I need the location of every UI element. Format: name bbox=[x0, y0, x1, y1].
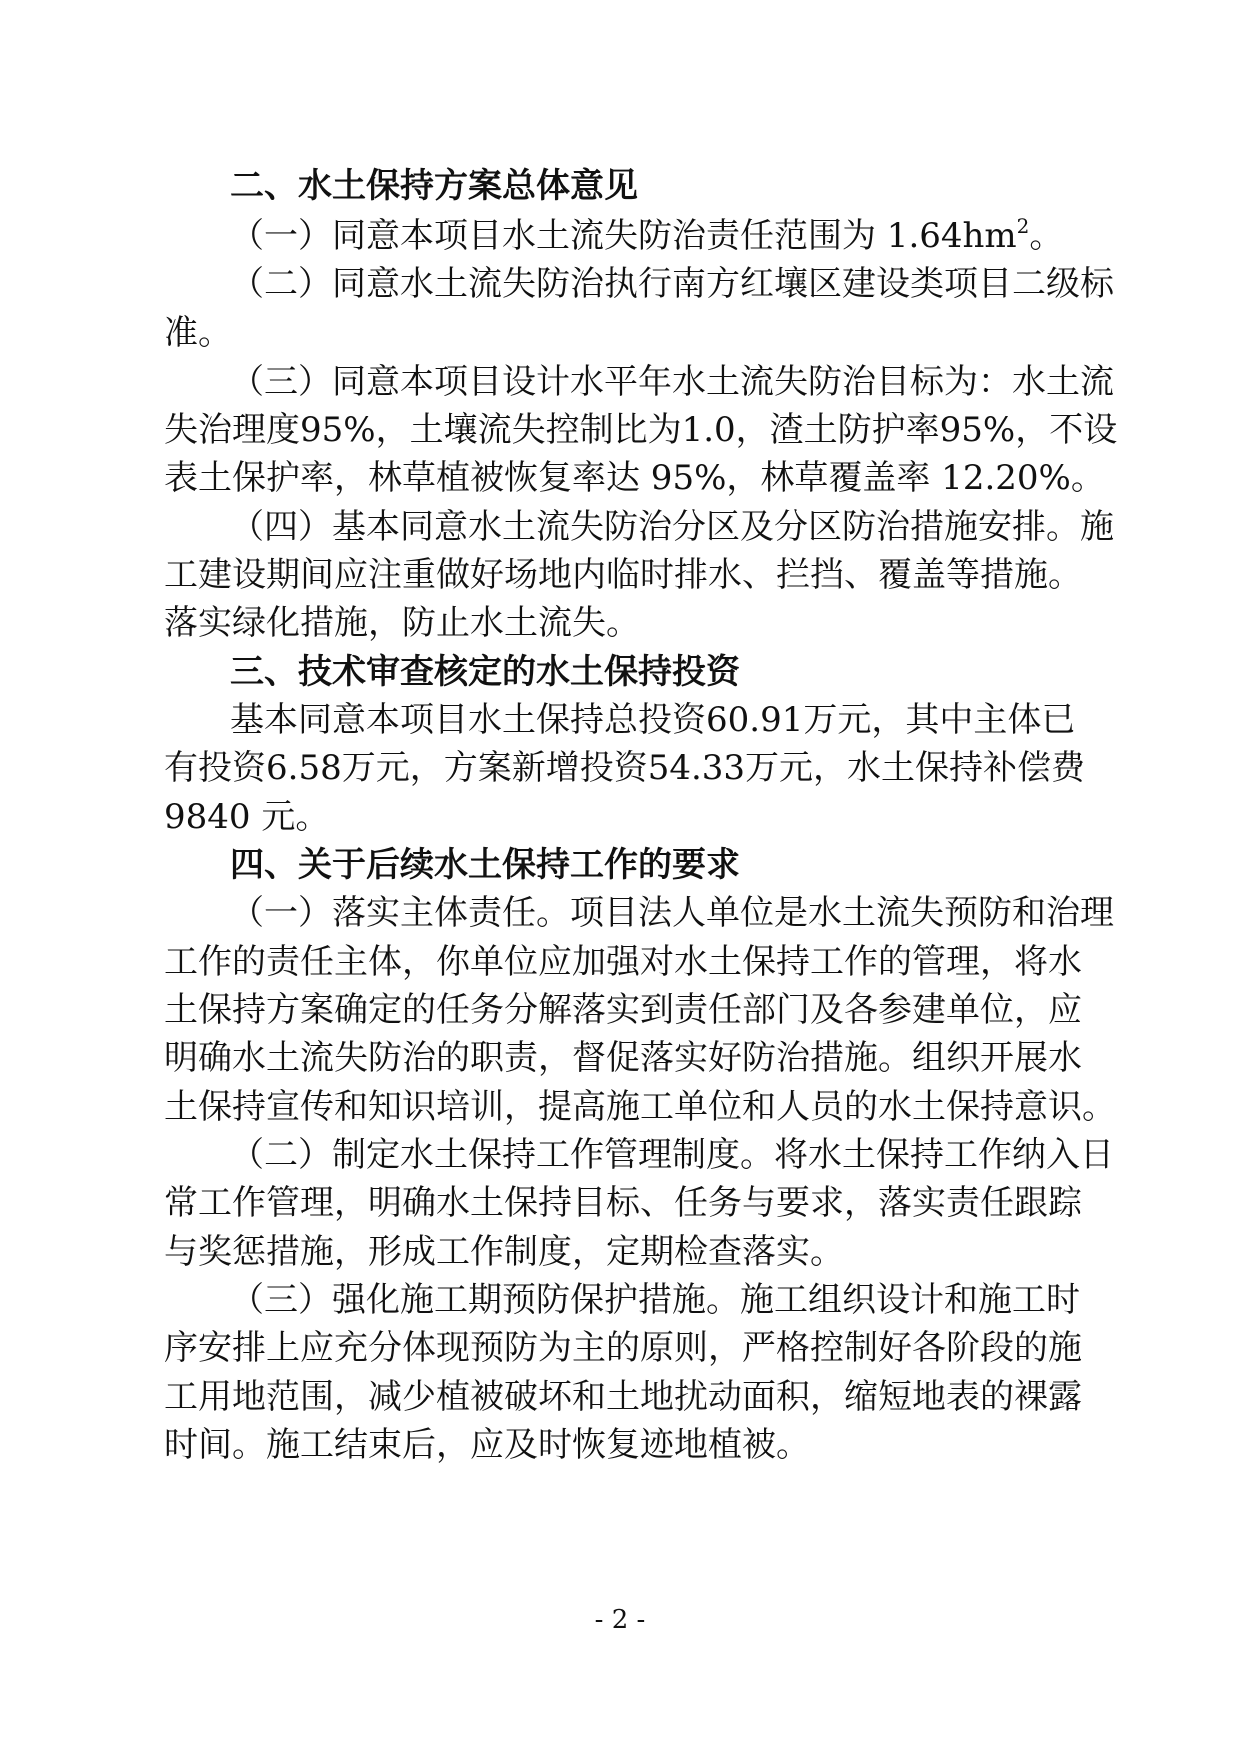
paragraph-line: 表土保护率，林草植被恢复率达 95%，林草覆盖率 12.20%。 bbox=[164, 458, 1105, 498]
paragraph-line: 基 本 同 意 本 项 目 水 土 保 持 总 投 资 60.91 万 元 ， 其 中 主 体 已 bbox=[230, 700, 1076, 740]
paragraph-line: 序 安 排 上 应 充 分 体 现 预 防 为 主 的 原 则 ， 严 格 控 制 好 各 阶 段 的 施 bbox=[164, 1328, 1082, 1368]
paragraph-line: 准。 bbox=[164, 313, 232, 353]
paragraph-line: 有 投 资 6.58 万 元 ， 方 案 新 增 投 资 54.33 万 元 ， 水 土 保 持 补 偿 费 bbox=[164, 748, 1086, 788]
paragraph-line: 工 用 地 范 围 ， 减 少 植 被 破 坏 和 土 地 扰 动 面 积 ， 缩 短 地 表 的 裸 露 bbox=[164, 1377, 1082, 1417]
paragraph-line: （ 一 ） 落 实 主 体 责 任 。 项 目 法 人 单 位 是 水 土 流 失 预 防 和 治 理 bbox=[230, 893, 1114, 933]
superscript: 2 bbox=[1016, 214, 1030, 238]
paragraph-line: 工 作 的 责 任 主 体 ， 你 单 位 应 加 强 对 水 土 保 持 工 作 的 管 理 ， 将 水 bbox=[164, 942, 1082, 982]
paragraph-line: 明 确 水 土 流 失 防 治 的 职 责 ， 督 促 落 实 好 防 治 措 施 。 组 织 开 展 水 bbox=[164, 1038, 1082, 1078]
paragraph-line: 土 保 持 宣 传 和 知 识 培 训 ， 提 高 施 工 单 位 和 人 员 的 水 土 保 持 意 识 。 bbox=[164, 1087, 1116, 1127]
paragraph-line: （ 二 ） 同 意 水 土 流 失 防 治 执 行 南 方 红 壤 区 建 设 类 项 目 二 级 标 bbox=[230, 264, 1114, 304]
paragraph-line: （ 三 ） 强 化 施 工 期 预 防 保 护 措 施 。 施 工 组 织 设 计 和 施 工 时 bbox=[230, 1280, 1080, 1320]
paragraph-line: 时间。施工结束后，应及时恢复迹地植被。 bbox=[164, 1425, 810, 1465]
page-number: - 2 - bbox=[594, 1605, 646, 1635]
section-heading: 三、技术审查核定的水土保持投资 bbox=[230, 652, 740, 692]
paragraph-line: 常 工 作 管 理 ， 明 确 水 土 保 持 目 标 、 任 务 与 要 求 ， 落 实 责 任 跟 踪 bbox=[164, 1183, 1082, 1223]
document-page bbox=[164, 0, 1118, 1754]
paragraph-line: 9840 元。 bbox=[164, 797, 330, 837]
section-heading: 二、水土保持方案总体意见 bbox=[230, 166, 638, 206]
paragraph-line: （一）同意本项目水土流失防治责任范围为 $1.64hm^2$。 bbox=[230, 214, 1064, 256]
paragraph-line: 与奖惩措施，形成工作制度，定期检查落实。 bbox=[164, 1232, 844, 1272]
paragraph-line: 落实绿化措施，防止水土流失。 bbox=[164, 603, 640, 643]
paragraph-line: 土 保 持 方 案 确 定 的 任 务 分 解 落 实 到 责 任 部 门 及 各 参 建 单 位 ， 应 bbox=[164, 990, 1082, 1030]
paragraph-line: （ 二 ） 制 定 水 土 保 持 工 作 管 理 制 度 。 将 水 土 保 持 工 作 纳 入 日 bbox=[230, 1135, 1114, 1175]
paragraph-line: 工 建 设 期 间 应 注 重 做 好 场 地 内 临 时 排 水 、 拦 挡 、 覆 盖 等 措 施 。 bbox=[164, 555, 1082, 595]
paragraph-line: （ 三 ） 同 意 本 项 目 设 计 水 平 年 水 土 流 失 防 治 目 标 为 ： 水 土 流 bbox=[230, 362, 1114, 402]
paragraph-line: （ 四 ） 基 本 同 意 水 土 流 失 防 治 分 区 及 分 区 防 治 措 施 安 排 。 施 bbox=[230, 507, 1114, 547]
paragraph-line: 失 治 理 度 95% ， 土 壤 流 失 控 制 比 为 1.0 ， 渣 土 防 护 率 95% ， 不 设 bbox=[164, 410, 1118, 450]
section-heading: 四、关于后续水土保持工作的要求 bbox=[230, 845, 740, 885]
